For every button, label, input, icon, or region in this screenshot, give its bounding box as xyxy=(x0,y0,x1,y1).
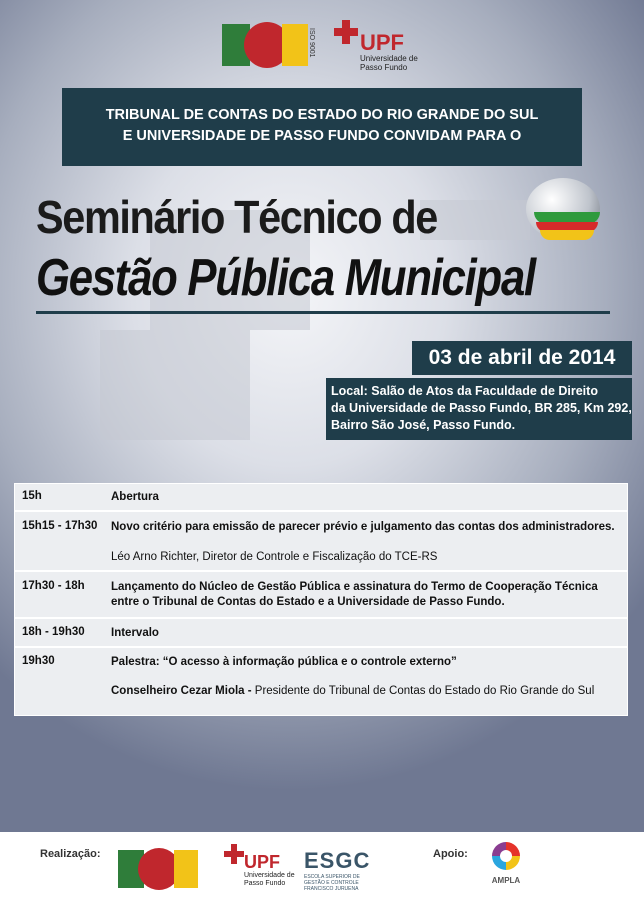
schedule-desc: Abertura xyxy=(111,491,159,503)
event-date: 03 de abril de 2014 xyxy=(412,341,632,375)
upf-name: UPF xyxy=(360,30,404,55)
tce-logo-footer xyxy=(118,850,204,888)
schedule-time: 17h30 - 18h xyxy=(22,580,85,592)
upf-cross-icon xyxy=(224,844,244,864)
schedule-desc: Intervalo xyxy=(111,627,159,639)
schedule-time: 18h - 19h30 xyxy=(22,626,85,638)
location-line-3: Bairro São José, Passo Fundo. xyxy=(331,418,516,432)
schedule-speaker: Léo Arno Richter, Diretor de Controle e Fiscalização do TCE-RS xyxy=(111,551,438,563)
schedule-time: 19h30 xyxy=(22,655,55,667)
invite-line-2: E UNIVERSIDADE DE PASSO FUNDO CONVIDAM PARA O xyxy=(122,128,522,144)
location-line-1: Local: Salão de Atos da Faculdade de Direito xyxy=(331,384,598,398)
title-line-1: Seminário Técnico de xyxy=(36,191,437,243)
apoio-label: Apoio: xyxy=(433,848,468,860)
esgc-name: ESGC xyxy=(304,848,371,873)
invite-line-1: TRIBUNAL DE CONTAS DO ESTADO DO RIO GRANDE DO SUL xyxy=(105,107,539,123)
realizacao-label: Realização: xyxy=(40,848,101,860)
invite-banner xyxy=(62,88,582,166)
map-decoration xyxy=(100,330,250,440)
ampla-logo xyxy=(486,842,526,894)
esgc-logo xyxy=(304,848,376,892)
schedule-speaker: Conselheiro Cezar Miola - Presidente do Tribunal de Contas do Estado do Rio Grande do Sul xyxy=(111,685,595,697)
upf-logo xyxy=(334,16,424,74)
upf-subtitle-footer: Universidade de Passo Fundo xyxy=(244,872,295,887)
schedule-time: 15h xyxy=(22,490,42,502)
event-location xyxy=(326,378,632,440)
upf-cross-icon xyxy=(334,20,358,44)
globe-icon xyxy=(526,178,600,248)
upf-name-footer: UPF xyxy=(244,852,280,872)
ampla-ring-icon xyxy=(492,842,520,870)
tce-logo xyxy=(222,24,314,66)
iso-label: ISO 9001 xyxy=(308,28,315,58)
schedule-desc: Palestra: “O acesso à informação pública e o controle externo” xyxy=(111,656,457,668)
ampla-name: AMPLA xyxy=(491,876,521,885)
title-line-2: Gestão Pública Municipal xyxy=(36,249,535,307)
schedule-table xyxy=(14,483,628,716)
location-line-2: da Universidade de Passo Fundo, BR 285, Km 292, xyxy=(331,401,632,415)
schedule-desc: Novo critério para emissão de parecer prévio e julgamento das contas dos administradores. xyxy=(111,521,615,533)
title-rule xyxy=(36,311,610,314)
upf-logo-footer xyxy=(224,842,294,892)
esgc-subtitle: ESCOLA SUPERIOR DE GESTÃO E CONTROLE FRANCISCO JURUENA xyxy=(304,874,360,892)
footer xyxy=(0,832,644,900)
schedule-time: 15h15 - 17h30 xyxy=(22,520,98,532)
upf-subtitle: Universidade de Passo Fundo xyxy=(360,54,418,72)
schedule-desc: Lançamento do Núcleo de Gestão Pública e assinatura do Termo de Cooperação Técnica xyxy=(111,581,598,593)
schedule-desc: entre o Tribunal de Contas do Estado e a Universidade de Passo Fundo. xyxy=(111,596,505,608)
